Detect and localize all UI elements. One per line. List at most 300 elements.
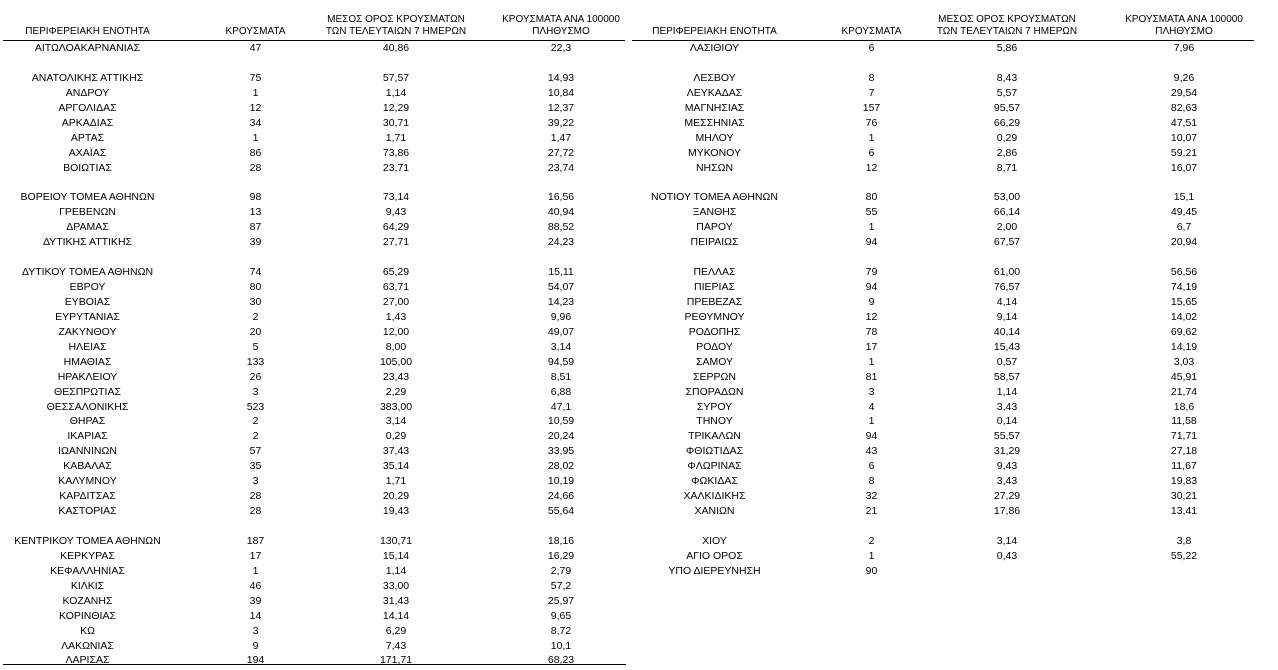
cases-cell: 2 (252, 430, 259, 443)
cases-cell: 1 (868, 131, 875, 144)
cases-cell: 32 (865, 490, 878, 503)
table-row (632, 235, 1254, 250)
per100k-cell: 15,65 (1170, 295, 1198, 308)
per100k-cell: 8,72 (550, 624, 572, 637)
avg7-cell: 67,57 (993, 236, 1021, 249)
avg7-cell: 19,43 (382, 505, 410, 518)
region-cell: ΑΓΙΟ ΟΡΟΣ (686, 549, 743, 562)
cases-cell: 3 (252, 624, 259, 637)
per100k-cell: 74,19 (1170, 281, 1198, 293)
avg7-cell: 1,43 (385, 310, 407, 323)
per100k-cell: 30,21 (1170, 490, 1198, 503)
avg7-cell: 58,57 (993, 370, 1021, 383)
table-row (3, 340, 625, 355)
cases-cell: 8 (868, 475, 875, 488)
region-cell: ΒΟΡΕΙΟΥ ΤΟΜΕΑ ΑΘΗΝΩΝ (20, 191, 155, 204)
per100k-cell: 55,64 (547, 505, 575, 518)
cases-cell: 1 (868, 549, 875, 562)
region-cell: ΤΗΝΟΥ (696, 415, 733, 428)
cases-cell: 28 (249, 490, 262, 503)
region-cell: ΘΕΣΠΡΩΤΙΑΣ (54, 385, 121, 398)
region-cell: ΚΟΖΑΝΗΣ (62, 594, 113, 607)
per100k-cell: 56,56 (1170, 266, 1198, 279)
cases-cell: 17 (249, 549, 262, 562)
avg7-cell: 53,00 (993, 191, 1021, 204)
table-row (3, 355, 625, 370)
per100k-cell: 16,07 (1170, 161, 1198, 174)
region-cell: ΡΟΔΟΥ (696, 340, 733, 353)
region-cell: ΑΧΑΪΑΣ (68, 146, 107, 159)
avg7-cell: 4,14 (996, 295, 1018, 308)
per100k-cell: 24,66 (547, 490, 575, 503)
per100k-cell: 28,02 (547, 460, 575, 473)
cases-cell: 81 (865, 370, 878, 383)
avg7-cell: 17,86 (993, 505, 1021, 518)
avg7-cell: 37,43 (382, 445, 410, 458)
per100k-cell: 6,88 (550, 385, 572, 398)
region-cell: ΕΥΡΥΤΑΝΙΑΣ (55, 310, 120, 323)
per100k-cell: 25,97 (547, 594, 575, 607)
region-cell: ΚΑΛΥΜΝΟΥ (58, 475, 117, 488)
region-cell: ΦΛΩΡΙΝΑΣ (687, 460, 742, 473)
table-row (3, 549, 625, 564)
per100k-cell: 9,96 (550, 310, 572, 323)
cases-cell: 6 (868, 42, 875, 54)
per100k-cell: 45,91 (1170, 370, 1198, 383)
avg7-cell: 5,86 (996, 42, 1018, 54)
table-row (632, 444, 1254, 459)
cases-cell: 30 (249, 295, 262, 308)
cases-cell: 80 (249, 281, 262, 293)
avg7-cell: 23,71 (382, 161, 410, 174)
per100k-cell: 9,65 (550, 609, 572, 622)
row-spacer (3, 56, 625, 71)
region-cell: ΗΜΑΘΙΑΣ (63, 355, 112, 368)
per100k-cell: 6,7 (1176, 221, 1192, 234)
region-cell: ΗΛΕΙΑΣ (68, 340, 107, 353)
avg7-cell: 9,14 (996, 310, 1018, 323)
region-cell: ΛΕΣΒΟΥ (693, 71, 736, 84)
region-cell: ΠΑΡΟΥ (696, 221, 733, 234)
per100k-cell: 47,1 (550, 400, 572, 413)
cases-cell: 78 (865, 325, 878, 338)
cases-cell: 187 (246, 534, 265, 547)
avg7-cell: 130,71 (379, 534, 413, 547)
region-cell: ΡΟΔΟΠΗΣ (688, 325, 741, 338)
table-row (632, 414, 1254, 429)
table-row (3, 639, 625, 654)
region-cell: ΑΙΤΩΛΟΑΚΑΡΝΑΝΙΑΣ (34, 42, 141, 54)
per100k-cell: 10,59 (547, 415, 575, 428)
per100k-cell: 12,37 (547, 101, 575, 114)
per100k-cell: 49,07 (547, 325, 575, 338)
region-cell: ΙΩΑΝΝΙΝΩΝ (58, 445, 117, 458)
table-row (3, 579, 625, 594)
avg7-cell: 30,71 (382, 116, 410, 129)
cases-cell: 8 (868, 71, 875, 84)
per100k-cell: 19,83 (1170, 475, 1198, 488)
region-cell: ΣΥΡΟΥ (696, 400, 733, 413)
avg7-cell: 14,14 (382, 609, 410, 622)
table-row (632, 101, 1254, 116)
region-cell: ΔΡΑΜΑΣ (66, 221, 109, 234)
table-row (632, 41, 1254, 56)
avg7-cell: 95,57 (993, 101, 1021, 114)
table-row (632, 549, 1254, 564)
cases-cell: 57 (249, 445, 262, 458)
avg7-cell: 3,43 (996, 475, 1018, 488)
region-cell: ΠΕΛΛΑΣ (693, 266, 736, 279)
per100k-cell: 49,45 (1170, 206, 1198, 219)
cases-cell: 86 (249, 146, 262, 159)
per100k-cell: 82,63 (1170, 101, 1198, 114)
avg7-cell: 1,71 (385, 131, 407, 144)
region-cell: ΚΑΒΑΛΑΣ (63, 460, 112, 473)
region-cell: ΚΙΛΚΙΣ (70, 579, 105, 592)
cases-cell: 1 (252, 564, 259, 577)
region-cell: ΤΡΙΚΑΛΩΝ (688, 430, 741, 443)
avg7-cell: 31,29 (993, 445, 1021, 458)
cases-cell: 523 (246, 400, 265, 413)
row-spacer (632, 250, 1254, 265)
table-row (632, 400, 1254, 415)
table-row (3, 146, 625, 161)
table-row (632, 564, 1254, 579)
avg7-cell: 8,00 (385, 340, 407, 353)
region-cell: ΣΠΟΡΑΔΩΝ (685, 385, 744, 398)
table-row (3, 609, 625, 624)
per100k-cell: 10,19 (547, 475, 575, 488)
per100k-cell: 27,72 (547, 146, 575, 159)
region-cell: ΖΑΚΥΝΘΟΥ (58, 325, 117, 338)
region-cell: ΔΥΤΙΚΟΥ ΤΟΜΕΑ ΑΘΗΝΩΝ (21, 266, 154, 279)
per100k-cell: 59,21 (1170, 146, 1198, 159)
table-row (3, 444, 625, 459)
cases-cell: 1 (252, 86, 259, 99)
avg7-cell: 1,14 (385, 564, 407, 577)
per100k-cell: 18,6 (1173, 400, 1195, 413)
avg7-cell: 5,57 (996, 86, 1018, 99)
region-cell: ΝΗΣΩΝ (695, 161, 734, 174)
avg7-cell: 2,00 (996, 221, 1018, 234)
left-table-header (3, 8, 625, 41)
cases-cell: 5 (252, 340, 259, 353)
region-cell: ΗΡΑΚΛΕΙΟΥ (57, 370, 118, 383)
table-row (3, 310, 625, 325)
cases-cell: 3 (868, 385, 875, 398)
per100k-cell: 94,59 (547, 355, 575, 368)
cases-cell: 6 (868, 146, 875, 159)
per100k-cell: 14,02 (1170, 310, 1198, 323)
region-cell: ΛΑΚΩΝΙΑΣ (61, 639, 114, 652)
header-avg7: ΜΕΣΟΣ ΟΡΟΣ ΚΡΟΥΣΜΑΤΩΝ ΤΩΝ ΤΕΛΕΥΤΑΙΩΝ 7 ΗΜΕΡΩΝ (325, 14, 467, 37)
avg7-cell: 66,14 (993, 206, 1021, 219)
header-per100k: ΚΡΟΥΣΜΑΤΑ ΑΝΑ 100000 ΠΛΗΘΥΣΜΟ (502, 14, 620, 37)
per100k-cell: 11,58 (1171, 415, 1197, 428)
table-row (632, 459, 1254, 474)
per100k-cell: 10,1 (550, 639, 572, 652)
region-cell: ΜΗΛΟΥ (695, 131, 734, 144)
avg7-cell: 73,14 (382, 191, 410, 204)
table-row (3, 161, 625, 176)
region-cell: ΚΕΦΑΛΛΗΝΙΑΣ (50, 564, 125, 577)
per100k-cell: 22,3 (550, 42, 572, 54)
table-row (632, 474, 1254, 489)
right-table-body (632, 41, 1254, 579)
table-row (632, 265, 1254, 280)
table-row (3, 474, 625, 489)
region-cell: ΔΥΤΙΚΗΣ ΑΤΤΙΚΗΣ (42, 236, 133, 249)
left-table (3, 8, 625, 668)
per100k-cell: 47,51 (1170, 116, 1198, 129)
region-cell: ΚΑΡΔΙΤΣΑΣ (59, 490, 116, 503)
table-row (3, 385, 625, 400)
per100k-cell: 20,24 (547, 430, 575, 443)
per100k-cell: 14,23 (547, 295, 575, 308)
cases-cell: 94 (865, 430, 878, 443)
avg7-cell: 66,29 (993, 116, 1021, 129)
cases-cell: 1 (868, 355, 875, 368)
per100k-cell: 20,94 (1170, 236, 1198, 249)
region-cell: ΜΥΚΟΝΟΥ (687, 146, 741, 159)
region-cell: ΣΑΜΟΥ (695, 355, 734, 368)
region-cell: ΧΑΝΙΩΝ (694, 505, 735, 518)
cases-cell: 76 (865, 116, 878, 129)
avg7-cell: 23,43 (382, 370, 410, 383)
region-cell: ΛΑΣΙΘΙΟΥ (689, 42, 740, 54)
table-row (632, 429, 1254, 444)
table-row (632, 504, 1254, 519)
region-cell: ΑΡΓΟΛΙΔΑΣ (58, 101, 117, 114)
table-row (3, 653, 625, 668)
region-cell: ΘΗΡΑΣ (69, 415, 106, 428)
region-cell: ΚΟΡΙΝΘΙΑΣ (59, 609, 116, 622)
per100k-cell: 7,96 (1173, 42, 1195, 54)
per100k-cell: 88,52 (547, 221, 575, 234)
avg7-cell: 3,14 (996, 534, 1018, 547)
cases-cell: 4 (868, 400, 875, 413)
region-cell: ΣΕΡΡΩΝ (693, 370, 736, 383)
per100k-cell: 21,74 (1170, 385, 1198, 398)
table-row (632, 71, 1254, 86)
row-spacer (632, 519, 1254, 534)
table-row (3, 534, 625, 549)
row-spacer (632, 56, 1254, 71)
table-row (3, 370, 625, 385)
table-row (632, 131, 1254, 146)
per100k-cell: 3,03 (1173, 355, 1195, 368)
per100k-cell: 10,84 (547, 86, 575, 99)
table-row (3, 41, 625, 56)
avg7-cell: 383,00 (379, 400, 413, 413)
table-row (632, 146, 1254, 161)
per100k-cell: 10,07 (1170, 131, 1198, 144)
avg7-cell: 12,29 (382, 101, 410, 114)
per100k-cell: 40,94 (547, 206, 575, 219)
avg7-cell: 0,43 (996, 549, 1018, 562)
row-spacer (632, 175, 1254, 190)
table-row (632, 205, 1254, 220)
cases-cell: 28 (249, 161, 262, 174)
avg7-cell: 64,29 (382, 221, 410, 234)
avg7-cell: 15,14 (382, 549, 410, 562)
avg7-cell: 9,43 (385, 206, 407, 219)
region-cell: ΦΩΚΙΔΑΣ (691, 475, 738, 488)
region-cell: ΠΙΕΡΙΑΣ (694, 281, 735, 293)
cases-cell: 46 (249, 579, 262, 592)
per100k-cell: 57,2 (550, 579, 572, 592)
per100k-cell: 16,29 (547, 549, 575, 562)
avg7-cell: 7,43 (385, 639, 407, 652)
table-row (3, 325, 625, 340)
avg7-cell: 3,43 (996, 400, 1018, 413)
cases-cell: 74 (249, 266, 262, 279)
avg7-cell: 33,00 (382, 579, 410, 592)
table-row (3, 414, 625, 429)
cases-cell: 87 (249, 221, 262, 234)
per100k-cell: 68,23 (547, 654, 575, 667)
cases-cell: 194 (246, 654, 265, 667)
table-row (632, 280, 1254, 295)
cases-cell: 17 (865, 340, 878, 353)
avg7-cell: 0,57 (996, 355, 1018, 368)
per100k-cell: 39,22 (547, 116, 575, 129)
table-row (632, 190, 1254, 205)
per100k-cell: 3,8 (1176, 534, 1192, 547)
region-cell: ΞΑΝΘΗΣ (692, 206, 737, 219)
region-cell: ΜΑΓΝΗΣΙΑΣ (684, 101, 745, 114)
cases-cell: 12 (865, 161, 878, 174)
avg7-cell: 2,29 (385, 385, 407, 398)
avg7-cell: 76,57 (993, 281, 1021, 293)
region-cell: ΦΘΙΩΤΙΔΑΣ (685, 445, 744, 458)
cases-cell: 157 (862, 101, 881, 114)
header-avg7: ΜΕΣΟΣ ΟΡΟΣ ΚΡΟΥΣΜΑΤΩΝ ΤΩΝ ΤΕΛΕΥΤΑΙΩΝ 7 ΗΜΕΡΩΝ (936, 14, 1078, 37)
region-cell: ΒΟΙΩΤΙΑΣ (63, 161, 112, 174)
cases-cell: 21 (865, 505, 878, 518)
header-region: ΠΕΡΙΦΕΡΕΙΑΚΗ ΕΝΟΤΗΤΑ (652, 26, 777, 37)
avg7-cell: 31,43 (382, 594, 410, 607)
region-cell: ΕΒΡΟΥ (69, 281, 106, 293)
region-cell: ΜΕΣΣΗΝΙΑΣ (684, 116, 745, 129)
cases-cell: 2 (252, 415, 259, 428)
avg7-cell: 8,71 (996, 161, 1018, 174)
cases-cell: 9 (868, 295, 875, 308)
header-cases: ΚΡΟΥΣΜΑΤΑ (841, 26, 902, 37)
cases-cell: 133 (246, 355, 265, 368)
table-row (3, 489, 625, 504)
region-cell: ΧΙΟΥ (702, 534, 727, 547)
avg7-cell: 0,14 (996, 415, 1018, 428)
bottom-rule (3, 664, 626, 665)
table-row (3, 504, 625, 519)
table-row (632, 385, 1254, 400)
avg7-cell: 55,57 (993, 430, 1021, 443)
avg7-cell: 0,29 (385, 430, 407, 443)
avg7-cell: 27,29 (993, 490, 1021, 503)
table-row (632, 340, 1254, 355)
cases-cell: 98 (249, 191, 262, 204)
table-row (3, 624, 625, 639)
per100k-cell: 33,95 (547, 445, 575, 458)
region-cell: ΚΩ (80, 624, 95, 637)
cases-cell: 1 (868, 221, 875, 234)
per100k-cell: 27,18 (1170, 445, 1198, 458)
region-cell: ΑΝΑΤΟΛΙΚΗΣ ΑΤΤΙΚΗΣ (31, 71, 144, 84)
table-row (632, 534, 1254, 549)
cases-cell: 55 (865, 206, 878, 219)
region-cell: ΑΡΚΑΔΙΑΣ (61, 116, 114, 129)
cases-cell: 39 (249, 236, 262, 249)
table-row (3, 594, 625, 609)
cases-cell: 43 (865, 445, 878, 458)
region-cell: ΚΕΝΤΡΙΚΟΥ ΤΟΜΕΑ ΑΘΗΝΩΝ (14, 534, 161, 547)
per100k-cell: 23,74 (547, 161, 575, 174)
per100k-cell: 14,93 (547, 71, 575, 84)
region-cell: ΛΕΥΚΑΔΑΣ (686, 86, 743, 99)
region-cell: ΛΑΡΙΣΑΣ (65, 654, 110, 667)
cases-cell: 94 (865, 281, 878, 293)
cases-cell: 35 (249, 460, 262, 473)
avg7-cell: 8,43 (996, 71, 1018, 84)
avg7-cell: 1,14 (996, 385, 1018, 398)
avg7-cell: 12,00 (382, 325, 410, 338)
cases-cell: 6 (868, 460, 875, 473)
table-row (3, 205, 625, 220)
avg7-cell: 57,57 (382, 71, 410, 84)
table-row (3, 101, 625, 116)
avg7-cell: 27,00 (382, 295, 410, 308)
table-row (632, 370, 1254, 385)
per100k-cell: 9,26 (1173, 71, 1195, 84)
cases-cell: 2 (868, 534, 875, 547)
avg7-cell: 65,29 (382, 266, 410, 279)
region-cell: ΝΟΤΙΟΥ ΤΟΜΕΑ ΑΘΗΝΩΝ (651, 191, 778, 204)
avg7-cell: 20,29 (382, 490, 410, 503)
per100k-cell: 2,79 (550, 564, 572, 577)
per100k-cell: 18,16 (547, 534, 575, 547)
table-row (3, 400, 625, 415)
avg7-cell: 6,29 (385, 624, 407, 637)
cases-cell: 47 (249, 42, 262, 54)
table-row (3, 131, 625, 146)
avg7-cell: 73,86 (382, 146, 410, 159)
per100k-cell: 55,22 (1170, 549, 1198, 562)
cases-cell: 20 (249, 325, 262, 338)
table-row (632, 116, 1254, 131)
avg7-cell: 40,86 (382, 42, 410, 54)
table-row (3, 220, 625, 235)
region-cell: ΙΚΑΡΙΑΣ (67, 430, 108, 443)
cases-cell: 13 (249, 206, 262, 219)
avg7-cell: 3,14 (385, 415, 407, 428)
cases-cell: 75 (249, 71, 262, 84)
avg7-cell: 63,71 (382, 281, 410, 293)
cases-cell: 39 (249, 594, 262, 607)
cases-cell: 94 (865, 236, 878, 249)
per100k-cell: 11,67 (1171, 460, 1197, 473)
per100k-cell: 15,1 (1173, 191, 1195, 204)
region-cell: ΘΕΣΣΑΛΟΝΙΚΗΣ (46, 400, 129, 413)
per100k-cell: 71,71 (1170, 430, 1198, 443)
avg7-cell: 9,43 (996, 460, 1018, 473)
table-row (3, 116, 625, 131)
cases-cell: 9 (252, 639, 259, 652)
cases-cell: 28 (249, 505, 262, 518)
avg7-cell: 35,14 (382, 460, 410, 473)
cases-cell: 1 (252, 131, 259, 144)
per100k-cell: 8,51 (550, 370, 572, 383)
